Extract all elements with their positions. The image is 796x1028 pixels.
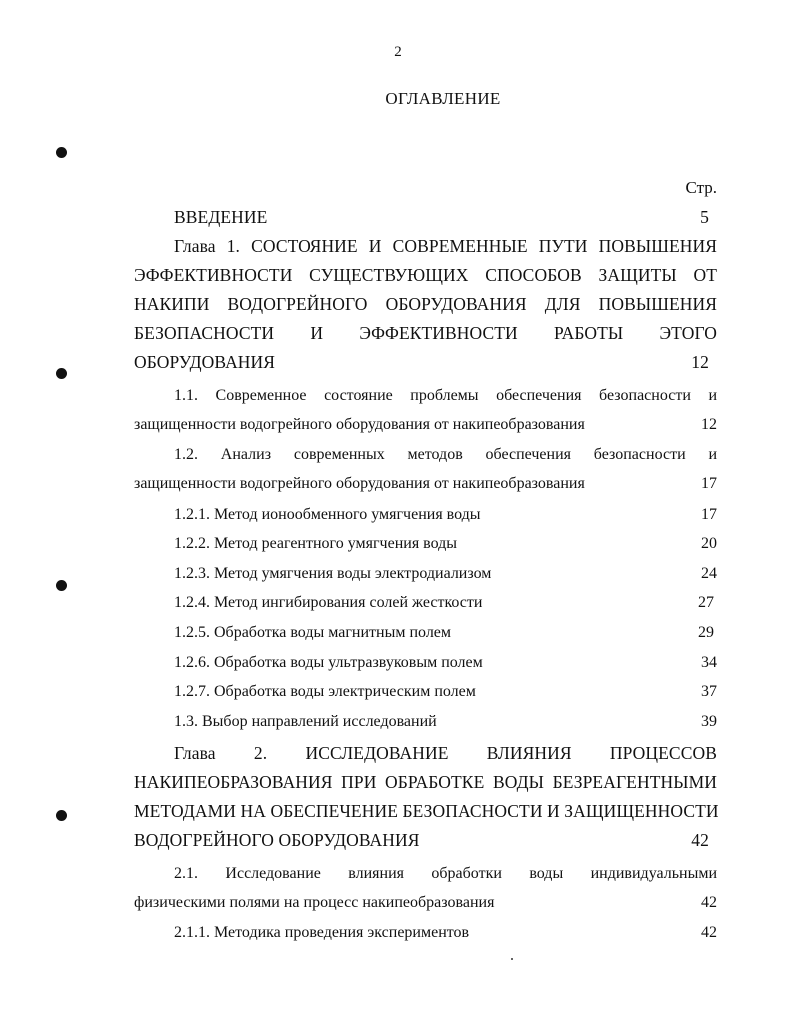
toc-entry-line: защищенности водогрейного оборудования от накипеобразования xyxy=(134,475,585,492)
binder-hole xyxy=(56,147,67,158)
toc-entry-line: НАКИПИ ВОДОГРЕЙНОГО ОБОРУДОВАНИЯ ДЛЯ ПОВЫШЕНИЯ xyxy=(134,294,717,314)
toc-entry-line: ОБОРУДОВАНИЯ xyxy=(134,352,276,372)
toc-entry-page: 34 xyxy=(701,654,717,671)
toc-entry-page: 20 xyxy=(701,535,717,552)
toc-entry-label: ВВЕДЕНИЕ xyxy=(174,207,268,227)
toc-entry-label: 1.2.3. Метод умягчения воды электродиализом xyxy=(174,565,492,582)
toc-entry-1-3[interactable] xyxy=(134,713,717,737)
toc-entry-1-2-4[interactable] xyxy=(134,594,717,618)
toc-entry-label: 1.2.6. Обработка воды ультразвуковым полем xyxy=(174,654,483,671)
toc-entry-line: Глава 2. ИССЛЕДОВАНИЕ ВЛИЯНИЯ ПРОЦЕССОВ xyxy=(174,743,717,763)
toc-entry-page: 37 xyxy=(701,683,717,700)
toc-entry-label: 1.2.1. Метод ионообменного умягчения воды xyxy=(174,506,481,523)
toc-entry-1-2-6[interactable] xyxy=(134,654,717,678)
toc-entry-label: 1.3. Выбор направлений исследований xyxy=(174,713,437,730)
toc-entry-1-2-7[interactable] xyxy=(134,683,717,707)
toc-entry-line: ВОДОГРЕЙНОГО ОБОРУДОВАНИЯ xyxy=(134,830,420,850)
toc-entry-page: 12 xyxy=(701,416,717,433)
toc-entry-page: 42 xyxy=(701,924,717,941)
toc-entry-intro[interactable] xyxy=(134,207,717,231)
toc-entry-chapter-2[interactable] xyxy=(134,743,717,859)
toc-entry-chapter-1[interactable] xyxy=(134,236,717,381)
toc-entry-page: 17 xyxy=(701,506,717,523)
toc-entry-page: 42 xyxy=(701,894,717,911)
toc-entry-label: 1.2.5. Обработка воды магнитным полем xyxy=(174,624,452,641)
toc-entry-page: 39 xyxy=(701,713,717,730)
toc-entry-label: 1.2.7. Обработка воды электрическим полем xyxy=(174,683,476,700)
toc-entry-line: ЭФФЕКТИВНОСТИ СУЩЕСТВУЮЩИХ СПОСОБОВ ЗАЩИТЫ ОТ xyxy=(134,265,717,285)
toc-entry-1-2-1[interactable] xyxy=(134,506,717,530)
toc-entry-1-2-2[interactable] xyxy=(134,535,717,559)
binder-hole xyxy=(56,580,67,591)
toc-entry-page: 12 xyxy=(691,352,709,372)
page-number: 2 xyxy=(394,44,402,60)
binder-hole xyxy=(56,368,67,379)
toc-entry-line: МЕТОДАМИ НА ОБЕСПЕЧЕНИЕ БЕЗОПАСНОСТИ И ЗАЩИЩЕННОСТИ xyxy=(134,801,719,821)
toc-entry-label: 1.2.4. Метод ингибирования солей жесткости xyxy=(174,594,483,611)
toc-entry-line: 1.2. Анализ современных методов обеспечения безопасности и xyxy=(174,446,717,463)
toc-entry-label: 1.2.2. Метод реагентного умягчения воды xyxy=(174,535,458,552)
toc-entry-line: защищенности водогрейного оборудования от накипеобразования xyxy=(134,416,585,433)
toc-entry-1-2-5[interactable] xyxy=(134,624,717,648)
toc-entry-line: БЕЗОПАСНОСТИ И ЭФФЕКТИВНОСТИ РАБОТЫ ЭТОГО xyxy=(134,323,717,343)
toc-entry-2-1-1[interactable] xyxy=(134,924,717,948)
toc-entry-1-1[interactable] xyxy=(134,387,717,439)
toc-entry-1-2-3[interactable] xyxy=(134,565,717,589)
toc-entry-2-1[interactable] xyxy=(134,865,717,917)
toc-entry-page: 42 xyxy=(691,830,709,850)
toc-entry-line: физическими полями на процесс накипеобразования xyxy=(134,894,495,911)
scan-speck xyxy=(511,958,513,960)
toc-entry-page: 17 xyxy=(701,475,717,492)
toc-title: ОГЛАВЛЕНИЕ xyxy=(385,89,501,108)
toc-entry-1-2[interactable] xyxy=(134,446,717,498)
page-column-label: Стр. xyxy=(685,178,717,197)
toc-entry-page: 24 xyxy=(701,565,717,582)
toc-entry-line: НАКИПЕОБРАЗОВАНИЯ ПРИ ОБРАБОТКЕ ВОДЫ БЕЗРЕАГЕНТНЫМИ xyxy=(134,772,717,792)
toc-entry-page: 29 xyxy=(698,624,714,641)
binder-hole xyxy=(56,810,67,821)
toc-entry-page: 5 xyxy=(700,207,709,227)
toc-entry-line: Глава 1. СОСТОЯНИЕ И СОВРЕМЕННЫЕ ПУТИ ПОВЫШЕНИЯ xyxy=(174,236,717,256)
toc-entry-page: 27 xyxy=(698,594,714,611)
toc-entry-line: 1.1. Современное состояние проблемы обеспечения безопасности и xyxy=(174,387,717,404)
toc-entry-line: 2.1. Исследование влияния обработки воды индивидуальными xyxy=(174,865,717,882)
toc-entry-label: 2.1.1. Методика проведения экспериментов xyxy=(174,924,470,941)
